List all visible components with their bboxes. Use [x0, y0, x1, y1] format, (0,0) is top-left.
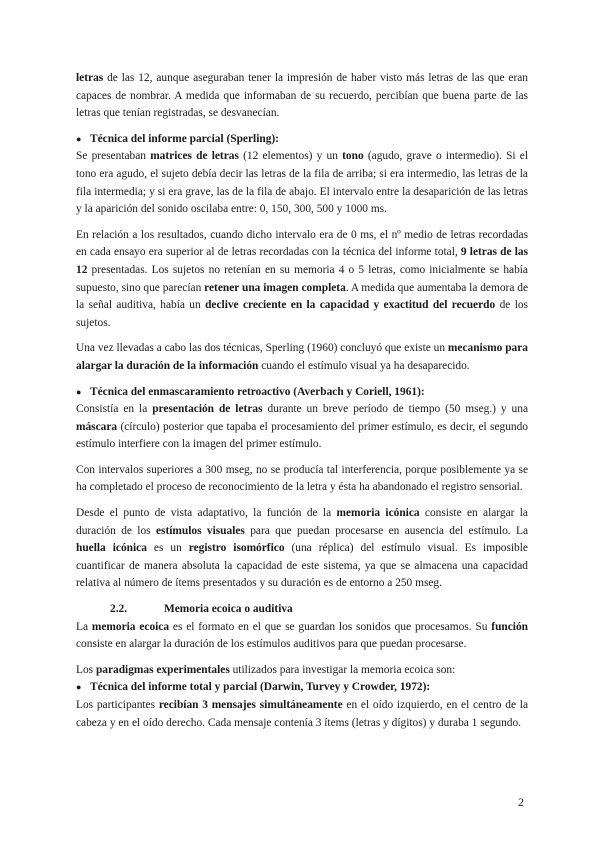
bullet-informe-parcial: ● Técnica del informe parcial (Sperling):	[76, 131, 528, 149]
document-body	[76, 70, 528, 732]
page-number: 2	[518, 795, 524, 809]
bullet-informe-total-parcial: ● Técnica del informe total y parcial (Darwin, Turvey y Crowder, 1972):	[76, 679, 528, 697]
paragraph-9: Los paradigmas experimentales utilizados para investigar la memoria ecoica son:	[76, 663, 456, 676]
paragraph-6: Con intervalos superiores a 300 mseg, no se producía tal interferencia, porque posiblemente ya se ha completado el proceso de reconocimiento de la letra y ésta ha abandonado el registro sensorial.	[76, 463, 528, 494]
section-title: Memoria ecoica o auditiva	[164, 603, 293, 616]
paragraph-5: Consistía en la presentación de letras durante un breve período de tiempo (50 mseg.) y una máscara (círculo) posterior que tapaba el procesamiento del primer estímulo, es decir, el segundo estímulo interfiere con la imagen del primer estímulo.	[76, 403, 529, 451]
paragraph-3: En relación a los resultados, cuando dicho intervalo era de 0 ms, el nº medio de letras recordadas en cada ensayo era superior al de letras recordadas con la técnica del informe total, 9 letras de las 12 presentadas. Los sujetos no retenían en su memoria 4 o 5 letras, como inicialmente se había supuesto, sino que parecían retener una imagen completa. A medida que aumentaba la demora de la señal auditiva, había un declive creciente en la capacidad y exactitud del recuerdo de los sujetos.	[76, 228, 528, 329]
paragraph-8: La memoria ecoica es el formato en el que se guardan los sonidos que procesamos. Su función consiste en alargar la duración de los estímulos auditivos para que puedan procesarse.	[76, 620, 528, 651]
paragraph-4: Una vez llevadas a cabo las dos técnicas, Sperling (1960) concluyó que existe un mecanismo para alargar la duración de la información cuando el estímulo visual ya ha desaparecido.	[76, 342, 528, 372]
paragraph-1: letras de las 12, aunque aseguraban tener la impresión de haber visto más letras de las que eran capaces de nombrar. A medida que informaban de su recuerdo, percibían que buena parte de las letras que tenían registradas, se desvanecían.	[76, 72, 528, 120]
paragraph-10: Los participantes recibían 3 mensajes simultáneamente en el oído izquierdo, en el centro de la cabeza y en el oído derecho. Cada mensaje contenía 3 ítems (letras y dígitos) y duraba 1 segundo.	[76, 699, 528, 729]
section-number: 2.2.	[110, 603, 128, 616]
bullet-enmascaramiento: ● Técnica del enmascaramiento retroactivo (Averbach y Coriell, 1961):	[76, 384, 528, 402]
paragraph-7: Desde el punto de vista adaptativo, la función de la memoria icónica consiste en alargar la duración de los estímulos visuales para que puedan procesarse en ausencia del estímulo. La huella icónica es un registro isomórfico (una réplica) del estímulo visual. Es imposible cuantificar de manera absoluta la capacidad de este sistema, ya que se almacena una capacidad relativa al número de ítems presentados y su duración es de entorno a 250 mseg.	[76, 507, 529, 590]
section-heading	[76, 601, 528, 619]
paragraph-2: Se presentaban matrices de letras (12 elementos) y un tono (agudo, grave o intermedio). Si el tono era agudo, el sujeto debía decir las letras de la fila de arriba; si era intermedio, las letras de la fila intermedia; y si era grave, las de la fila de abajo. El intervalo entre la desaparición de las letras y la aparición del sonido oscilaba entre: 0, 150, 300, 500 y 1000 ms.	[76, 150, 528, 216]
